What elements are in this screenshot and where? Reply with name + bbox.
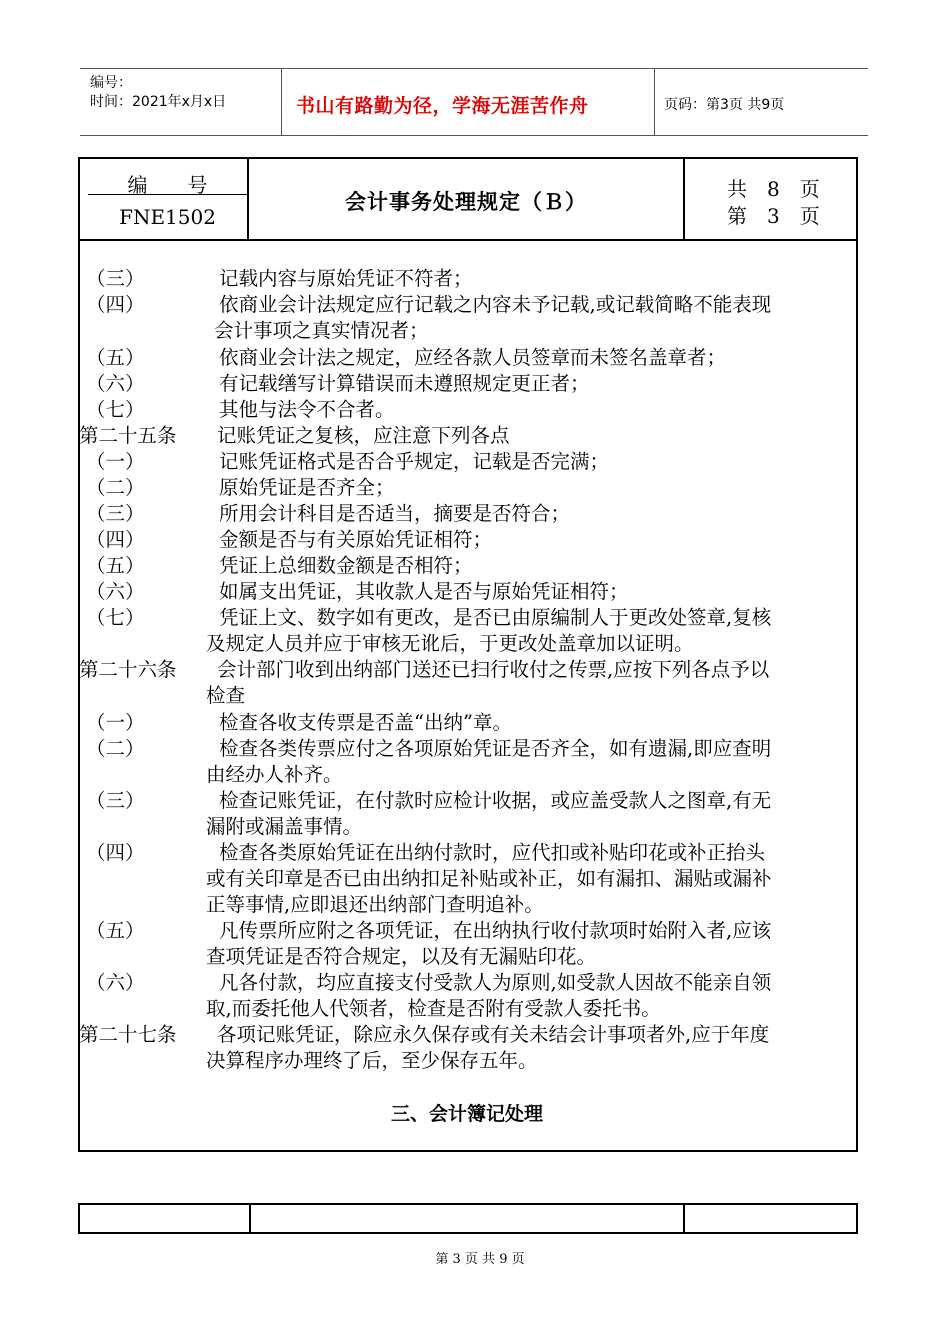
item-label: （四） — [86, 841, 145, 864]
body-text-line: 依商业会计法之规定，应经各款人员签章而未签名盖章者； — [219, 346, 727, 369]
body-text-line: 凡各付款，均应直接支付受款人为原则,如受款人因故不能亲自领 — [219, 971, 772, 994]
page-label: 页码：第3页 共9页 — [664, 97, 785, 113]
title-divider-right — [683, 157, 685, 241]
body-text-line: 记账凭证格式是否合乎规定，记载是否完满； — [219, 450, 610, 473]
item-label: （五） — [86, 919, 145, 942]
item-label: （一） — [86, 711, 145, 734]
item-label: （三） — [86, 789, 145, 812]
item-label: （五） — [86, 346, 145, 369]
document-number: FNE1502 — [119, 205, 216, 229]
item-label: （六） — [86, 971, 145, 994]
item-label: （六） — [86, 580, 145, 603]
body-text-line: 如属支出凭证，其收款人是否与原始凭证相符； — [219, 580, 629, 603]
body-text-line: 会计部门收到出纳部门送还已扫行收付之传票,应按下列各点予以 — [217, 658, 770, 681]
footer-box-middle — [249, 1203, 685, 1234]
item-label: （三） — [86, 502, 145, 525]
body-text-line: 凡传票所应附之各项凭证，在出纳执行收付款项时始附入者,应该 — [219, 919, 772, 942]
body-continuation-line: 取,而委托他人代领者，检查是否附有受款人委托书。 — [206, 997, 661, 1020]
motto: 书山有路勤为径，学海无涯苦作舟 — [296, 95, 589, 117]
body-text-line: 检查各收支传票是否盖“出纳”章。 — [219, 711, 512, 734]
time-label: 时间：2021年x月x日 — [90, 94, 227, 110]
code-label: 编号： — [90, 75, 132, 91]
current-page: 第 3 页 — [727, 204, 820, 228]
item-label: （四） — [86, 528, 145, 551]
body-text-line: 各项记账凭证，除应永久保存或有关未结会计事项者外,应于年度 — [217, 1023, 770, 1046]
body-continuation-line: 会计事项之真实情况者； — [214, 319, 429, 342]
item-label: （二） — [86, 737, 145, 760]
body-continuation-line: 查项凭证是否符合规定，以及有无漏贴印花。 — [206, 945, 597, 968]
page-footer: 第 3 页 共 9 页 — [435, 1252, 525, 1267]
footer-box-right — [683, 1203, 858, 1234]
item-label: （一） — [86, 450, 145, 473]
body-text-line: 所用会计科目是否适当，摘要是否符合； — [219, 502, 571, 525]
body-continuation-line: 或有关印章是否已由出纳扣足补贴或补正，如有漏扣、漏贴或漏补 — [206, 867, 772, 890]
title-row-rule — [78, 239, 856, 241]
body-continuation-line: 决算程序办理终了后，至少保存五年。 — [206, 1049, 538, 1072]
item-label: （五） — [86, 554, 145, 577]
article-label: 第二十六条 — [79, 658, 177, 681]
item-label: （七） — [86, 606, 145, 629]
body-text-line: 记账凭证之复核，应注意下列各点 — [217, 424, 510, 447]
body-continuation-line: 由经办人补齐。 — [206, 763, 343, 786]
section-heading: 三、会计簿记处理 — [390, 1103, 543, 1125]
body-text-line: 有记载缮写计算错误而未遵照规定更正者； — [219, 372, 590, 395]
footer-box-left — [78, 1203, 251, 1234]
body-text-line: 记载内容与原始凭证不符者； — [219, 267, 473, 290]
body-text-line: 凭证上总细数金额是否相符； — [219, 554, 473, 577]
header-bottom-rule — [80, 135, 868, 136]
item-label: （二） — [86, 476, 145, 499]
body-continuation-line: 及规定人员并应于审核无讹后，于更改处盖章加以证明。 — [206, 632, 694, 655]
body-text-line: 金额是否与有关原始凭证相符； — [219, 528, 493, 551]
item-label: （三） — [86, 267, 145, 290]
body-continuation-line: 正等事情,应即退还出纳部门查明追补。 — [206, 893, 544, 916]
article-label: 第二十五条 — [79, 424, 177, 447]
document-title: 会计事务处理规定（Ｂ） — [345, 190, 587, 214]
body-continuation-line: 检查 — [206, 684, 246, 707]
number-label: 编 号 — [127, 173, 208, 197]
header-top-rule — [80, 68, 868, 69]
item-label: （六） — [86, 372, 145, 395]
header-divider-left — [281, 68, 282, 135]
body-text-line: 检查各类原始凭证在出纳付款时，应代扣或补贴印花或补正抬头 — [219, 841, 766, 864]
body-text-line: 检查记账凭证，在付款时应检计收据，或应盖受款人之图章,有无 — [219, 789, 772, 812]
total-pages: 共 8 页 — [727, 177, 820, 201]
item-label: （七） — [86, 398, 145, 421]
body-continuation-line: 漏附或漏盖事情。 — [206, 815, 363, 838]
header-divider-right — [654, 68, 655, 135]
item-label: （四） — [86, 293, 145, 316]
article-label: 第二十七条 — [79, 1023, 177, 1046]
body-text-line: 原始凭证是否齐全； — [219, 476, 395, 499]
body-text-line: 检查各类传票应付之各项原始凭证是否齐全，如有遗漏,即应查明 — [219, 737, 772, 760]
body-text-line: 其他与法令不合者。 — [219, 398, 395, 421]
body-text-line: 凭证上文、数字如有更改，是否已由原编制人于更改处签章,复核 — [219, 606, 772, 629]
body-text-line: 依商业会计法规定应行记载之内容未予记载,或记载简略不能表现 — [219, 293, 772, 316]
